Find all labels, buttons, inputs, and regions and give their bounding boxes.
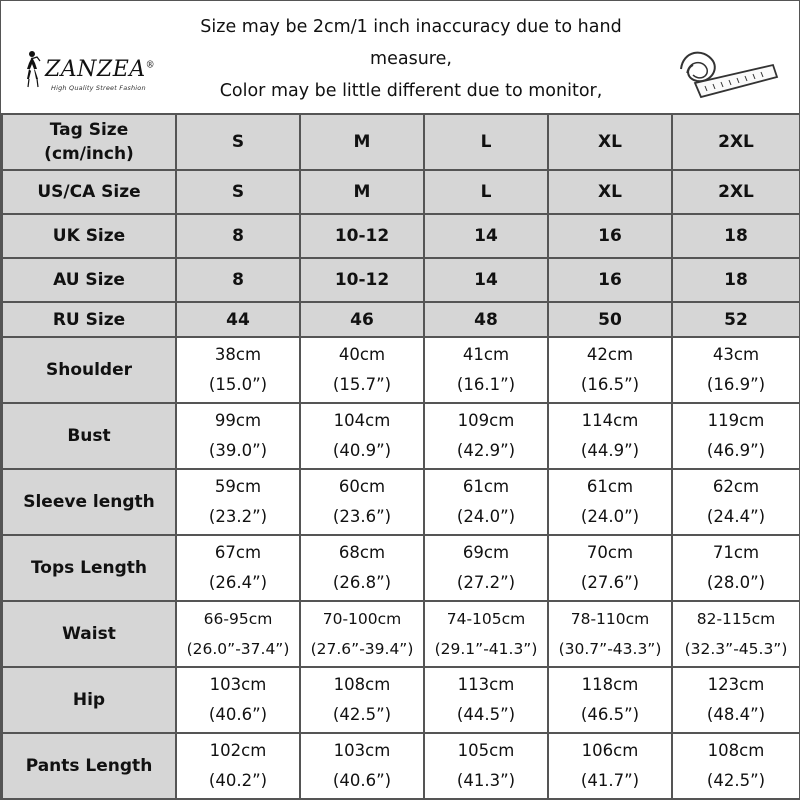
- hip-row: [2, 667, 800, 733]
- table-cell: 41cm (16.1”): [424, 337, 548, 403]
- row-label: RU Size: [2, 302, 176, 337]
- size-header: 2XL: [672, 114, 800, 170]
- table-cell: 14: [424, 258, 548, 302]
- table-cell: 61cm (24.0”): [548, 469, 672, 535]
- us-size-row: [2, 170, 800, 214]
- table-cell: 70-100cm (27.6”-39.4”): [300, 601, 424, 667]
- pants-length-row: [2, 733, 800, 799]
- table-cell: 10-12: [300, 214, 424, 258]
- uk-size-row: [2, 214, 800, 258]
- table-cell: 60cm (23.6”): [300, 469, 424, 535]
- table-cell: 69cm (27.2”): [424, 535, 548, 601]
- table-cell: 74-105cm (29.1”-41.3”): [424, 601, 548, 667]
- table-cell: 114cm (44.9”): [548, 403, 672, 469]
- table-cell: 102cm (40.2”): [176, 733, 300, 799]
- row-label: US/CA Size: [2, 170, 176, 214]
- table-cell: 62cm (24.4”): [672, 469, 800, 535]
- table-cell: 108cm (42.5”): [672, 733, 800, 799]
- bust-row: [2, 403, 800, 469]
- brand-tagline: High Quality Street Fashion: [51, 84, 146, 92]
- row-label: AU Size: [2, 258, 176, 302]
- table-cell: 105cm (41.3”): [424, 733, 548, 799]
- table-cell: 82-115cm (32.3”-45.3”): [672, 601, 800, 667]
- table-cell: S: [176, 170, 300, 214]
- table-cell: 52: [672, 302, 800, 337]
- au-size-row: [2, 258, 800, 302]
- row-label: Waist: [2, 601, 176, 667]
- table-cell: 68cm (26.8”): [300, 535, 424, 601]
- ru-size-row: [2, 302, 800, 337]
- table-cell: 119cm (46.9”): [672, 403, 800, 469]
- table-cell: 61cm (24.0”): [424, 469, 548, 535]
- row-label: Pants Length: [2, 733, 176, 799]
- table-cell: 16: [548, 214, 672, 258]
- tag-size-row: [2, 114, 800, 170]
- row-label: Shoulder: [2, 337, 176, 403]
- table-cell: 103cm (40.6”): [300, 733, 424, 799]
- row-label: Tops Length: [2, 535, 176, 601]
- table-cell: 44: [176, 302, 300, 337]
- size-header: M: [300, 114, 424, 170]
- row-label: UK Size: [2, 214, 176, 258]
- table-cell: 59cm (23.2”): [176, 469, 300, 535]
- table-cell: 18: [672, 258, 800, 302]
- notice-line: Size may be 2cm/1 inch inaccuracy due to hand measure,: [200, 17, 622, 69]
- size-chart-table: [1, 113, 800, 800]
- table-cell: 113cm (44.5”): [424, 667, 548, 733]
- table-cell: 104cm (40.9”): [300, 403, 424, 469]
- table-cell: 78-110cm (30.7”-43.3”): [548, 601, 672, 667]
- shoulder-row: [2, 337, 800, 403]
- table-cell: 67cm (26.4”): [176, 535, 300, 601]
- table-cell: 8: [176, 214, 300, 258]
- row-label: Sleeve length: [2, 469, 176, 535]
- waist-row: [2, 601, 800, 667]
- brand-registered-mark: ®: [145, 60, 156, 71]
- size-header: L: [424, 114, 548, 170]
- brand-logo: [23, 49, 173, 99]
- table-cell: 48: [424, 302, 548, 337]
- table-cell: 42cm (16.5”): [548, 337, 672, 403]
- table-cell: 14: [424, 214, 548, 258]
- table-cell: XL: [548, 170, 672, 214]
- table-cell: 10-12: [300, 258, 424, 302]
- sleeve-length-row: [2, 469, 800, 535]
- table-cell: 43cm (16.9”): [672, 337, 800, 403]
- table-cell: 118cm (46.5”): [548, 667, 672, 733]
- table-cell: 70cm (27.6”): [548, 535, 672, 601]
- table-cell: 18: [672, 214, 800, 258]
- table-cell: 16: [548, 258, 672, 302]
- table-cell: M: [300, 170, 424, 214]
- table-cell: 108cm (42.5”): [300, 667, 424, 733]
- table-cell: 109cm (42.9”): [424, 403, 548, 469]
- table-cell: 106cm (41.7”): [548, 733, 672, 799]
- table-cell: 40cm (15.7”): [300, 337, 424, 403]
- tag-size-label: Tag Size (cm/inch): [2, 114, 176, 170]
- measuring-tape-icon: [673, 39, 783, 103]
- table-cell: 99cm (39.0”): [176, 403, 300, 469]
- table-cell: 8: [176, 258, 300, 302]
- brand-name: ZANZEA: [45, 57, 146, 82]
- table-cell: 123cm (48.4”): [672, 667, 800, 733]
- tops-length-row: [2, 535, 800, 601]
- table-cell: 71cm (28.0”): [672, 535, 800, 601]
- size-header: XL: [548, 114, 672, 170]
- table-cell: L: [424, 170, 548, 214]
- table-cell: 66-95cm (26.0”-37.4”): [176, 601, 300, 667]
- table-cell: 50: [548, 302, 672, 337]
- row-label: Bust: [2, 403, 176, 469]
- row-label: Hip: [2, 667, 176, 733]
- table-cell: 38cm (15.0”): [176, 337, 300, 403]
- table-cell: 46: [300, 302, 424, 337]
- header-banner: [1, 1, 799, 113]
- table-cell: 2XL: [672, 170, 800, 214]
- size-header: S: [176, 114, 300, 170]
- table-cell: 103cm (40.6”): [176, 667, 300, 733]
- notice-line: Color may be little different due to monitor,: [219, 81, 603, 101]
